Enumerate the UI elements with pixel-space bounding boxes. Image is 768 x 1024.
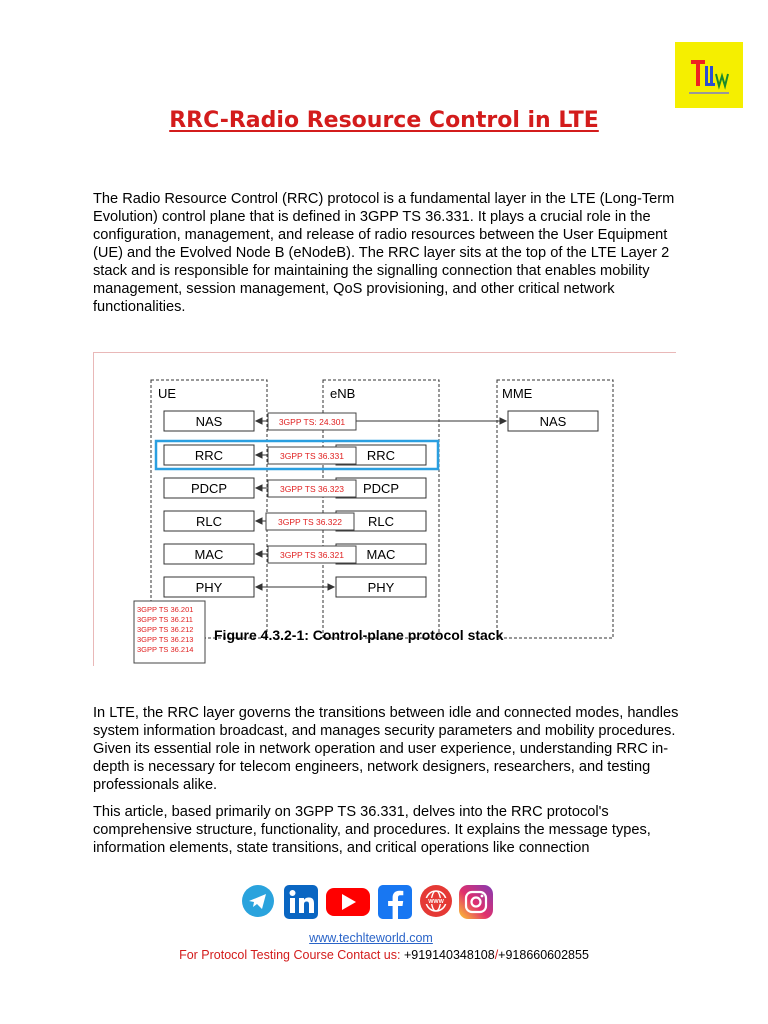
- svg-text:PDCP: PDCP: [362, 481, 400, 496]
- svg-text:PDCP: PDCP: [190, 481, 228, 496]
- paragraph-3: This article, based primarily on 3GPP TS 36.331, delves into the RRC protocol's comprehensive structure, functionality, and procedures. It explains the message types, information elements, state transitions, and critical operations like connection: [93, 804, 651, 856]
- svg-text:PHY: PHY: [367, 580, 395, 595]
- svg-text:3GPP TS 36.211: 3GPP TS 36.211: [137, 615, 193, 624]
- spec-label-mac: [268, 546, 356, 563]
- spec-label-rlc: [266, 513, 354, 530]
- contact-label: For Protocol Testing Course Contact us:: [179, 948, 404, 962]
- phone-separator: /: [494, 948, 499, 962]
- svg-text:3GPP TS: 24.301: 3GPP TS: 24.301: [278, 417, 346, 427]
- svg-text:RLC: RLC: [195, 514, 223, 529]
- spec-label-pdcp: [268, 480, 356, 497]
- svg-text:RRC: RRC: [194, 448, 224, 463]
- spec-label-rrc: [268, 447, 356, 464]
- ue-layer-pdcp: [164, 478, 254, 498]
- protocol-stack-figure: [93, 352, 676, 666]
- svg-text:WWW: WWW: [428, 899, 444, 905]
- svg-text:MAC: MAC: [194, 547, 224, 562]
- svg-text:NAS: NAS: [195, 414, 223, 429]
- techlteworld-logo: [675, 42, 743, 108]
- contact-line: [0, 948, 768, 962]
- svg-text:MAC: MAC: [366, 547, 396, 562]
- svg-text:PHY: PHY: [195, 580, 223, 595]
- svg-text:RRC: RRC: [366, 448, 396, 463]
- facebook-icon[interactable]: [378, 885, 412, 919]
- svg-text:3GPP TS 36.214: 3GPP TS 36.214: [137, 645, 194, 654]
- svg-text:3GPP TS 36.213: 3GPP TS 36.213: [137, 635, 194, 644]
- social-icons: [240, 883, 500, 919]
- phone-1[interactable]: +919140348108: [403, 948, 495, 962]
- intro-paragraph: The Radio Resource Control (RRC) protocol is a fundamental layer in the LTE (Long-Term Evolution) control plane that is defined in 3GPP TS 36.331. It plays a crucial role in the configuration, management, and release of radio resources between the User Equipment (UE) and the Evolved Node B (eNodeB). The RRC layer sits at the top of the LTE Layer 2 stack and is responsible for maintaining the signalling connection that enables mobility management, session management, QoS provisioning, and other critical network functionalities.: [93, 191, 675, 315]
- website-icon[interactable]: [420, 885, 452, 917]
- spec-label-nas: [268, 413, 356, 430]
- svg-text:3GPP TS 36.201: 3GPP TS 36.201: [137, 605, 194, 614]
- instagram-icon[interactable]: [459, 885, 493, 919]
- ue-layer-mac: [164, 544, 254, 564]
- enb-layer-phy: [336, 577, 426, 597]
- ue-layer-rrc: [164, 445, 254, 465]
- svg-text:3GPP TS 36.323: 3GPP TS 36.323: [280, 484, 344, 494]
- phone-2[interactable]: +918660602855: [498, 948, 589, 962]
- telegram-icon[interactable]: [242, 885, 274, 917]
- svg-text:RLC: RLC: [367, 514, 395, 529]
- phy-spec-list: [134, 601, 205, 663]
- mme-column-label: MME: [502, 386, 533, 401]
- figure-caption: Figure 4.3.2-1: Control-plane protocol stack: [214, 627, 504, 643]
- ue-layer-nas: [164, 411, 254, 431]
- svg-text:3GPP TS 36.322: 3GPP TS 36.322: [278, 517, 342, 527]
- website-link[interactable]: www.techlteworld.com: [309, 931, 433, 945]
- enb-column-label: eNB: [330, 386, 356, 401]
- paragraph-2: In LTE, the RRC layer governs the transitions between idle and connected modes, handles system information broadcast, and manages security parameters and mobility procedures. Given its essential role in network operation and user experience, understanding RRC in-depth is necessary for telecom engineers, network designers, researchers, and testing professionals alike.: [93, 705, 679, 793]
- svg-text:3GPP TS 36.212: 3GPP TS 36.212: [137, 625, 194, 634]
- svg-text:NAS: NAS: [539, 414, 567, 429]
- ue-layer-phy: [164, 577, 254, 597]
- svg-text:3GPP TS 36.331: 3GPP TS 36.331: [280, 451, 344, 461]
- page-title: RRC-Radio Resource Control in LTE: [169, 108, 599, 133]
- ue-column-label: UE: [158, 386, 177, 401]
- svg-text:3GPP TS 36.321: 3GPP TS 36.321: [280, 550, 344, 560]
- youtube-icon[interactable]: [326, 888, 370, 916]
- mme-layer-nas: [508, 411, 598, 431]
- linkedin-icon[interactable]: [284, 885, 318, 919]
- ue-layer-rlc: [164, 511, 254, 531]
